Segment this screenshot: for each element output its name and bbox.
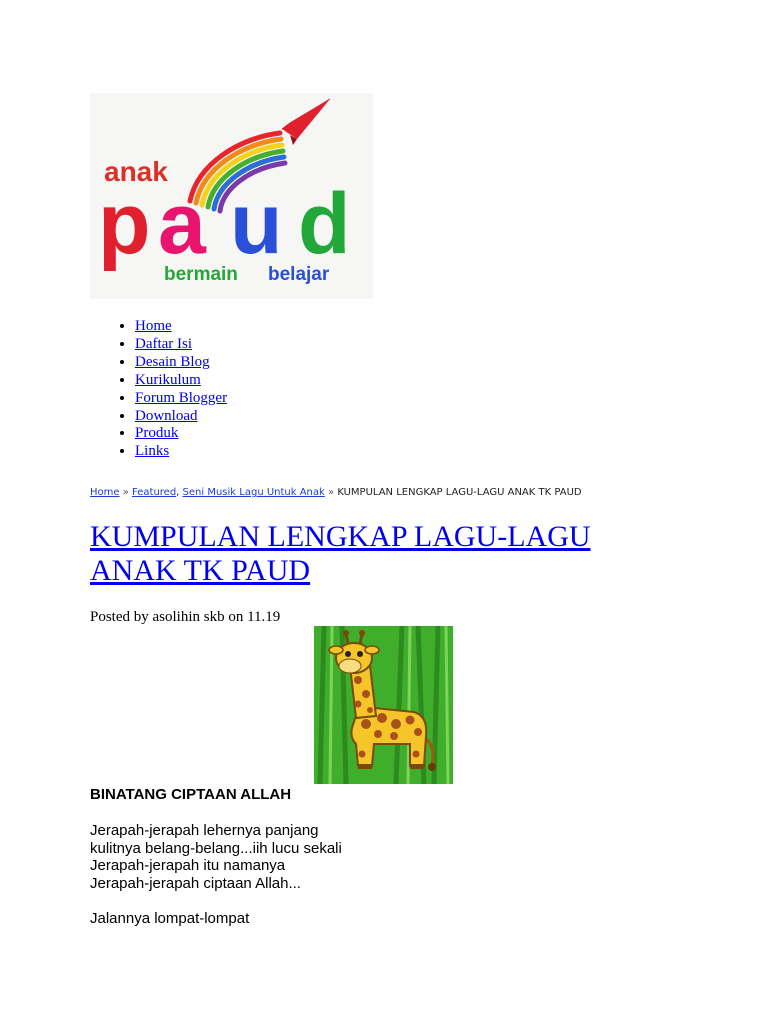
breadcrumb-comma: , xyxy=(176,487,180,498)
breadcrumb-category-link[interactable]: Seni Musik Lagu Untuk Anak xyxy=(182,487,325,498)
breadcrumb-separator: » xyxy=(328,487,335,498)
paper-plane-rainbow-logo-icon xyxy=(90,93,373,299)
nav-link-kurikulum[interactable]: Kurikulum xyxy=(135,371,201,388)
logo-tagline-belajar: belajar xyxy=(268,264,330,285)
lyric-line: Jerapah-jerapah lehernya panjang xyxy=(90,822,319,839)
lyric-line: kulitnya belang-belang...iih lucu sekali xyxy=(90,839,342,857)
post-title-link[interactable]: KUMPULAN LENGKAP LAGU-LAGU ANAK TK PAUD xyxy=(90,520,591,587)
site-logo[interactable] xyxy=(90,93,373,299)
breadcrumb xyxy=(90,487,730,498)
nav-link-home[interactable]: Home xyxy=(135,318,172,334)
nav-link-produk[interactable]: Produk xyxy=(135,425,179,442)
logo-tagline-bermain: bermain xyxy=(164,264,238,285)
lyric-line: Jerapah-jerapah itu namanya xyxy=(90,857,286,875)
nav-item-produk xyxy=(135,425,227,443)
song-lyrics xyxy=(90,822,342,928)
nav-item-links xyxy=(135,443,227,461)
logo-word-anak: anak xyxy=(104,156,168,187)
breadcrumb-current: KUMPULAN LENGKAP LAGU-LAGU ANAK TK PAUD xyxy=(337,487,582,498)
nav-item-download xyxy=(135,408,227,426)
nav-link-desain-blog[interactable]: Desain Blog xyxy=(135,353,210,370)
lyric-line: Jalannya lompat-lompat xyxy=(90,909,250,927)
nav-item-forum-blogger xyxy=(135,390,227,408)
nav-link-links[interactable]: Links xyxy=(135,443,170,460)
nav-link-download[interactable]: Download xyxy=(135,407,198,424)
nav-item-desain-blog xyxy=(135,354,227,372)
post-title xyxy=(90,520,650,588)
main-nav xyxy=(90,318,227,461)
song-title: BINATANG CIPTAAN ALLAH xyxy=(90,786,292,803)
giraffe-illustration-icon xyxy=(314,626,453,784)
logo-letter-u: u xyxy=(230,176,283,272)
nav-link-daftar-isi[interactable]: Daftar Isi xyxy=(135,335,193,352)
breadcrumb-separator: » xyxy=(122,487,129,498)
nav-item-daftar-isi xyxy=(135,336,227,354)
breadcrumb-home-link[interactable]: Home xyxy=(90,487,120,498)
giraffe-image xyxy=(314,626,453,784)
breadcrumb-featured-link[interactable]: Featured xyxy=(132,487,177,498)
nav-link-forum-blogger[interactable]: Forum Blogger xyxy=(135,389,228,406)
lyric-line: Jerapah-jerapah ciptaan Allah... xyxy=(90,874,301,892)
nav-item-home xyxy=(135,318,227,336)
logo-letter-p: p xyxy=(98,176,151,272)
post-meta: Posted by asolihin skb on 11.19 xyxy=(90,609,281,625)
logo-letter-a: a xyxy=(158,176,206,272)
nav-item-kurikulum xyxy=(135,372,227,390)
logo-letter-d: d xyxy=(298,176,351,272)
